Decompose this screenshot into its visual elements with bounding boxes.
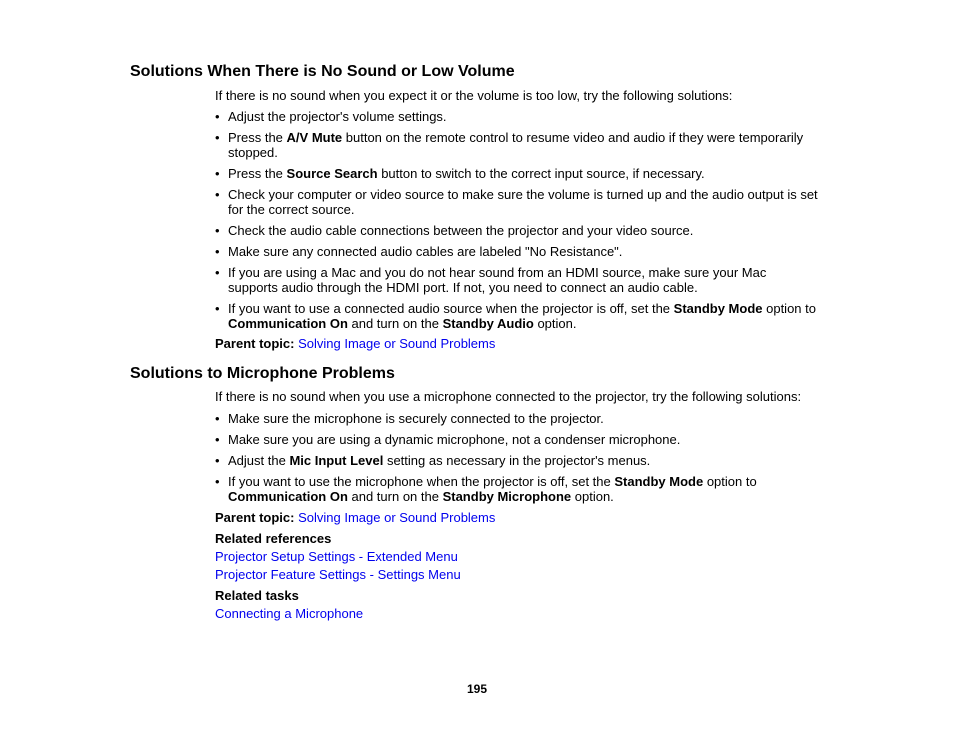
list-item: • Press the Source Search button to switch to the correct input source, if necessary.: [215, 166, 705, 181]
parent-topic-link[interactable]: Solving Image or Sound Problems: [298, 336, 496, 351]
related-tasks-heading: Related tasks: [215, 588, 299, 603]
parent-topic: [215, 336, 495, 351]
bullet-glyph: •: [215, 453, 220, 468]
list-item: • Press the A/V Mute button on the remote control to resume video and audio if they were temporarily stopped.: [215, 130, 804, 160]
list-item: • Make sure any connected audio cables are labeled "No Resistance".: [215, 244, 623, 259]
list-item: • Check your computer or video source to make sure the volume is turned up and the audio output is set for the correct source.: [215, 187, 818, 217]
bullet-glyph: •: [215, 301, 220, 316]
bullet-glyph: •: [215, 109, 220, 124]
parent-topic: [215, 510, 495, 525]
bullet-glyph: •: [215, 130, 220, 145]
section-heading-no-sound: Solutions When There is No Sound or Low Volume: [130, 63, 515, 80]
parent-topic-link[interactable]: Solving Image or Sound Problems: [298, 510, 496, 525]
list-item: • If you are using a Mac and you do not hear sound from an HDMI source, make sure your Mac supports audio through the HDMI port. If not, you need to connect an audio cable.: [215, 265, 767, 295]
related-reference-link-extended-menu[interactable]: Projector Setup Settings - Extended Menu: [215, 549, 458, 564]
list-item: • Make sure the microphone is securely connected to the projector.: [215, 411, 604, 426]
bullet-glyph: •: [215, 223, 220, 238]
bullet-glyph: •: [215, 187, 220, 202]
list-item: • Check the audio cable connections between the projector and your video source.: [215, 223, 694, 238]
list-item: • If you want to use the microphone when the projector is off, set the Standby Mode option to Communication On and turn on the Standby Microphone option.: [215, 474, 757, 504]
parent-topic-label: Parent topic:: [215, 510, 295, 525]
list-item: • Adjust the Mic Input Level setting as necessary in the projector's menus.: [215, 453, 651, 468]
list-item: • If you want to use a connected audio source when the projector is off, set the Standby Mode option to Communication On and turn on the Standby Audio option.: [215, 301, 816, 331]
list-item: • Adjust the projector's volume settings.: [215, 109, 447, 124]
parent-topic-label: Parent topic:: [215, 336, 295, 351]
bullet-glyph: •: [215, 166, 220, 181]
page-number: 195: [466, 682, 488, 696]
section-heading-microphone: Solutions to Microphone Problems: [130, 365, 395, 382]
bullet-glyph: •: [215, 265, 220, 280]
bullet-glyph: •: [215, 411, 220, 426]
related-references-heading: Related references: [215, 531, 332, 546]
section-intro-microphone: If there is no sound when you use a microphone connected to the projector, try the following solutions:: [215, 389, 802, 404]
bullet-glyph: •: [215, 432, 220, 447]
section-intro-no-sound: If there is no sound when you expect it or the volume is too low, try the following solutions:: [215, 88, 733, 103]
related-reference-link-settings-menu[interactable]: Projector Feature Settings - Settings Menu: [215, 567, 461, 582]
related-task-link-connecting-microphone[interactable]: Connecting a Microphone: [215, 606, 364, 621]
list-item: • Make sure you are using a dynamic microphone, not a condenser microphone.: [215, 432, 681, 447]
bullet-glyph: •: [215, 474, 220, 489]
bullet-glyph: •: [215, 244, 220, 259]
